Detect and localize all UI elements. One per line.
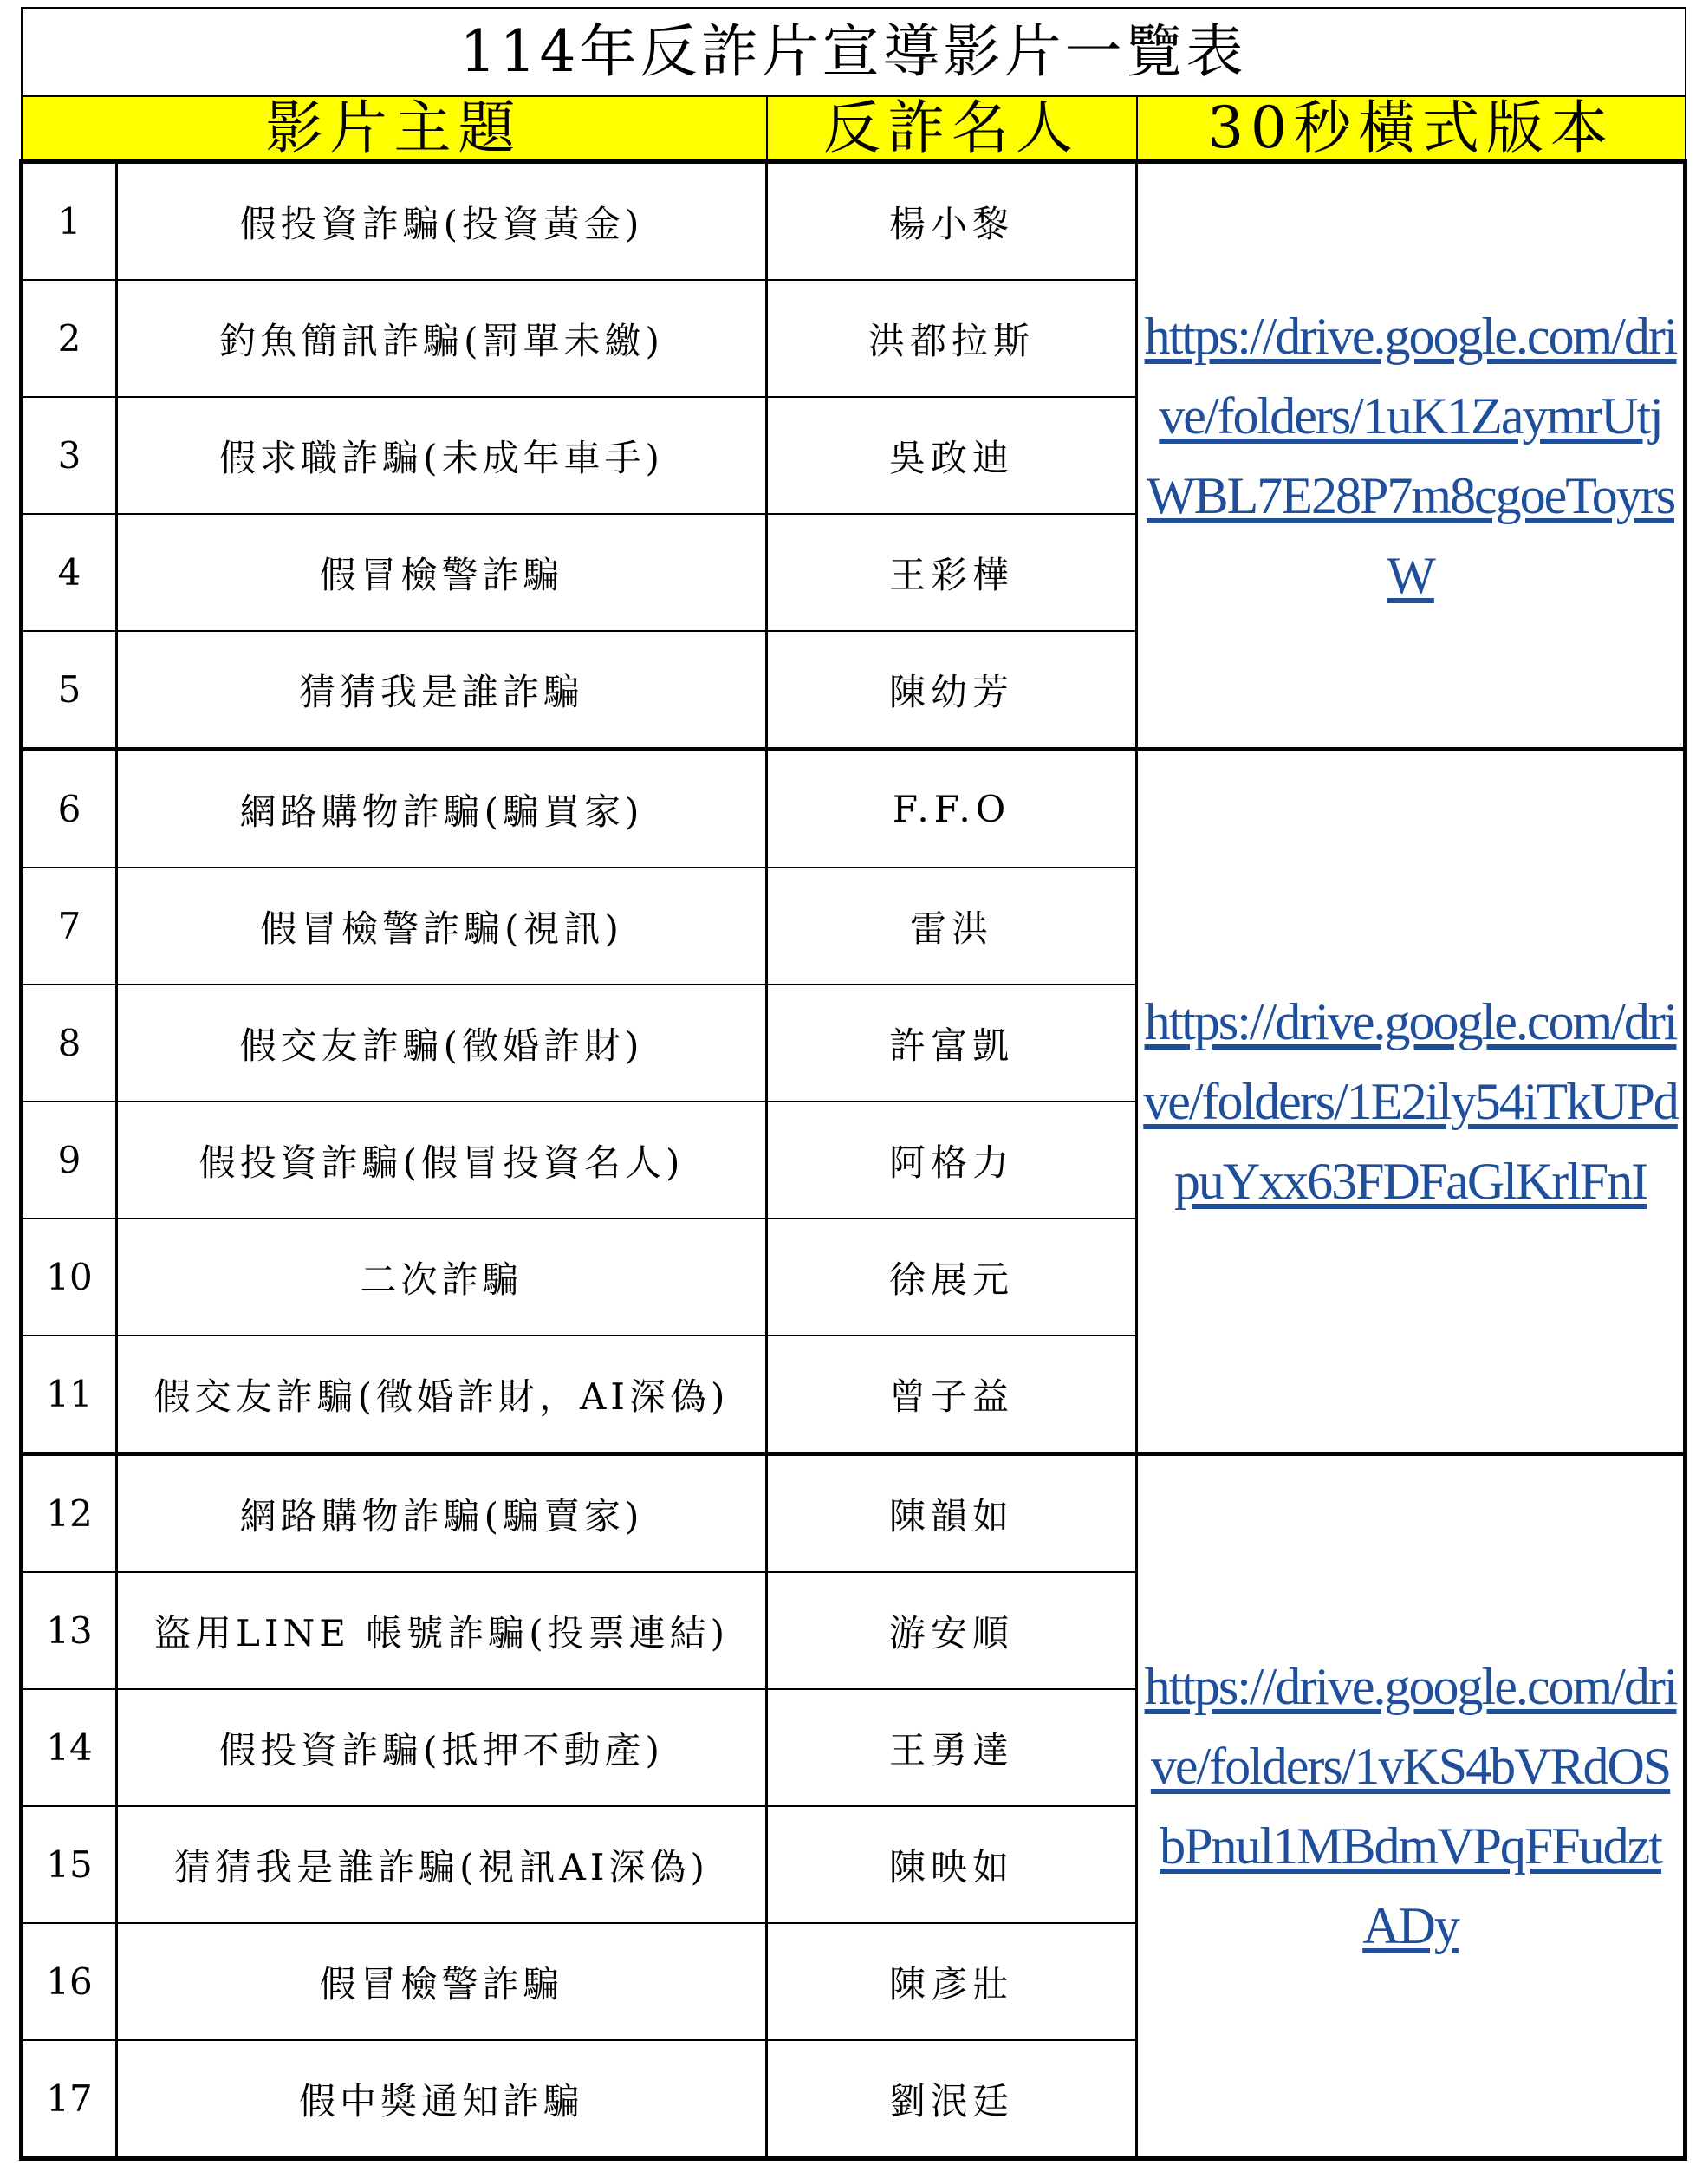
celebrity-name: 吳政迪 xyxy=(767,397,1137,514)
row-number: 15 xyxy=(22,1806,117,1923)
header-version: 30秒橫式版本 xyxy=(1137,96,1686,162)
page-title: 114年反詐片宣導影片一覽表 xyxy=(22,8,1686,96)
celebrity-name: 陳幼芳 xyxy=(767,631,1137,750)
video-topic: 假求職詐騙(未成年車手) xyxy=(117,397,767,514)
row-number: 14 xyxy=(22,1689,117,1806)
row-number: 3 xyxy=(22,397,117,514)
header-topic: 影片主題 xyxy=(22,96,767,162)
video-topic: 猜猜我是誰詐騙(視訊AI深偽) xyxy=(117,1806,767,1923)
row-number: 7 xyxy=(22,868,117,985)
video-link-cell xyxy=(1137,1454,1686,2159)
video-list-table xyxy=(19,7,1687,2161)
video-topic: 假中獎通知詐騙 xyxy=(117,2040,767,2159)
header-row xyxy=(22,96,1686,162)
video-topic: 假交友詐騙(徵婚詐財，AI深偽) xyxy=(117,1336,767,1454)
video-topic: 網路購物詐騙(騙賣家) xyxy=(117,1454,767,1573)
row-number: 13 xyxy=(22,1572,117,1689)
video-topic: 猜猜我是誰詐騙 xyxy=(117,631,767,750)
row-number: 8 xyxy=(22,985,117,1102)
celebrity-name: 阿格力 xyxy=(767,1102,1137,1219)
row-number: 4 xyxy=(22,514,117,631)
row-number: 5 xyxy=(22,631,117,750)
celebrity-name: F.F.O xyxy=(767,750,1137,868)
celebrity-name: 王勇達 xyxy=(767,1689,1137,1806)
video-link-cell xyxy=(1137,750,1686,1454)
video-topic: 盜用LINE 帳號詐騙(投票連結) xyxy=(117,1572,767,1689)
row-number: 6 xyxy=(22,750,117,868)
row-number: 16 xyxy=(22,1923,117,2040)
video-topic: 假冒檢警詐騙(視訊) xyxy=(117,868,767,985)
table-row xyxy=(22,1454,1686,1573)
video-topic: 假投資詐騙(抵押不動產) xyxy=(117,1689,767,1806)
celebrity-name: 洪都拉斯 xyxy=(767,280,1137,397)
video-topic: 假投資詐騙(投資黃金) xyxy=(117,162,767,281)
table-body xyxy=(22,8,1686,2159)
celebrity-name: 陳韻如 xyxy=(767,1454,1137,1573)
row-number: 17 xyxy=(22,2040,117,2159)
video-topic: 假交友詐騙(徵婚詐財) xyxy=(117,985,767,1102)
celebrity-name: 游安順 xyxy=(767,1572,1137,1689)
row-number: 9 xyxy=(22,1102,117,1219)
video-topic: 二次詐騙 xyxy=(117,1219,767,1336)
row-number: 11 xyxy=(22,1336,117,1454)
row-number: 10 xyxy=(22,1219,117,1336)
video-link-cell xyxy=(1137,162,1686,750)
video-topic: 假冒檢警詐騙 xyxy=(117,1923,767,2040)
celebrity-name: 雷洪 xyxy=(767,868,1137,985)
drive-folder-link[interactable]: https://drive.google.com/drive/folders/1vKS4bVRdOSbPnul1MBdmVPqFFudztADy xyxy=(1144,1658,1677,1954)
video-topic: 釣魚簡訊詐騙(罰單未繳) xyxy=(117,280,767,397)
drive-folder-link[interactable]: https://drive.google.com/drive/folders/1uK1ZaymrUtjWBL7E28P7m8cgoeToyrsW xyxy=(1144,307,1677,604)
header-person: 反詐名人 xyxy=(767,96,1137,162)
celebrity-name: 許富凱 xyxy=(767,985,1137,1102)
celebrity-name: 楊小黎 xyxy=(767,162,1137,281)
video-topic: 網路購物詐騙(騙買家) xyxy=(117,750,767,868)
table-row xyxy=(22,162,1686,281)
celebrity-name: 王彩樺 xyxy=(767,514,1137,631)
video-topic: 假投資詐騙(假冒投資名人) xyxy=(117,1102,767,1219)
table-row xyxy=(22,750,1686,868)
title-row xyxy=(22,8,1686,96)
celebrity-name: 陳彥壯 xyxy=(767,1923,1137,2040)
row-number: 1 xyxy=(22,162,117,281)
row-number: 12 xyxy=(22,1454,117,1573)
row-number: 2 xyxy=(22,280,117,397)
video-topic: 假冒檢警詐騙 xyxy=(117,514,767,631)
celebrity-name: 曾子益 xyxy=(767,1336,1137,1454)
celebrity-name: 陳映如 xyxy=(767,1806,1137,1923)
drive-folder-link[interactable]: https://drive.google.com/drive/folders/1E2ily54iTkUPdpuYxx63FDFaGlKrlFnI xyxy=(1143,993,1678,1210)
celebrity-name: 劉泯廷 xyxy=(767,2040,1137,2159)
celebrity-name: 徐展元 xyxy=(767,1219,1137,1336)
